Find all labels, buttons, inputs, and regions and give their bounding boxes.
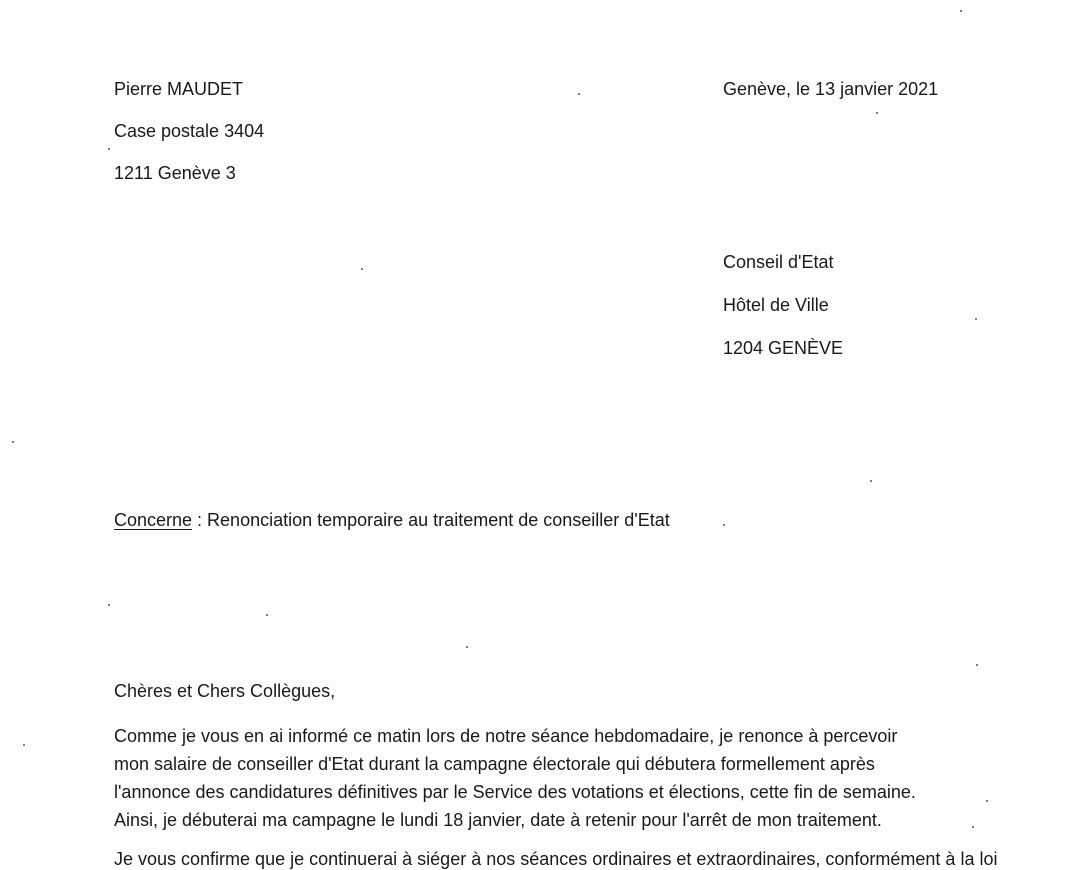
scan-speck — [23, 744, 25, 746]
scan-speck — [578, 93, 580, 95]
paragraph-line: Ainsi, je débuterai ma campagne le lundi 18 janvier, date à retenir pour l'arrêt de mon traitement. — [114, 810, 882, 830]
scan-speck — [12, 441, 14, 443]
scan-speck — [466, 646, 468, 648]
scan-speck — [975, 318, 977, 320]
recipient-line3: 1204 GENÈVE — [723, 338, 844, 358]
subject-line — [114, 509, 670, 531]
paragraph-line: Comme je vous en ai informé ce matin lors de notre séance hebdomadaire, je renonce à percevoir — [114, 726, 898, 746]
scan-speck — [870, 480, 872, 482]
paragraph-line: l'annonce des candidatures définitives par le Service des votations et élections, cette fin de semaine. — [114, 782, 916, 802]
paragraph-line: mon salaire de conseiller d'Etat durant la campagne électorale qui débutera formellement après — [114, 754, 875, 774]
letter-date: Genève, le 13 janvier 2021 — [723, 79, 939, 99]
scan-speck — [361, 268, 363, 270]
scan-speck — [108, 148, 110, 150]
sender-name: Pierre MAUDET — [114, 79, 244, 99]
scan-speck — [976, 664, 978, 666]
recipient-line2: Hôtel de Ville — [723, 295, 829, 315]
scan-speck — [960, 10, 962, 12]
scan-speck — [723, 524, 725, 526]
subject-label: Concerne — [114, 510, 193, 530]
sender-address-line2: 1211 Genève 3 — [114, 163, 236, 183]
scan-speck — [108, 604, 110, 606]
scan-speck — [266, 614, 268, 616]
paragraph-partial-line: Je vous confirme que je continuerai à siéger à nos séances ordinaires et extraordinaires, conformément à la loi — [114, 849, 998, 869]
scan-speck — [986, 800, 988, 802]
subject-text: : Renonciation temporaire au traitement de conseiller d'Etat — [192, 510, 670, 530]
scan-speck — [972, 826, 974, 828]
greeting: Chères et Chers Collègues, — [114, 681, 336, 701]
recipient-line1: Conseil d'Etat — [723, 252, 834, 272]
sender-address-line1: Case postale 3404 — [114, 121, 265, 141]
scan-speck — [876, 112, 878, 114]
